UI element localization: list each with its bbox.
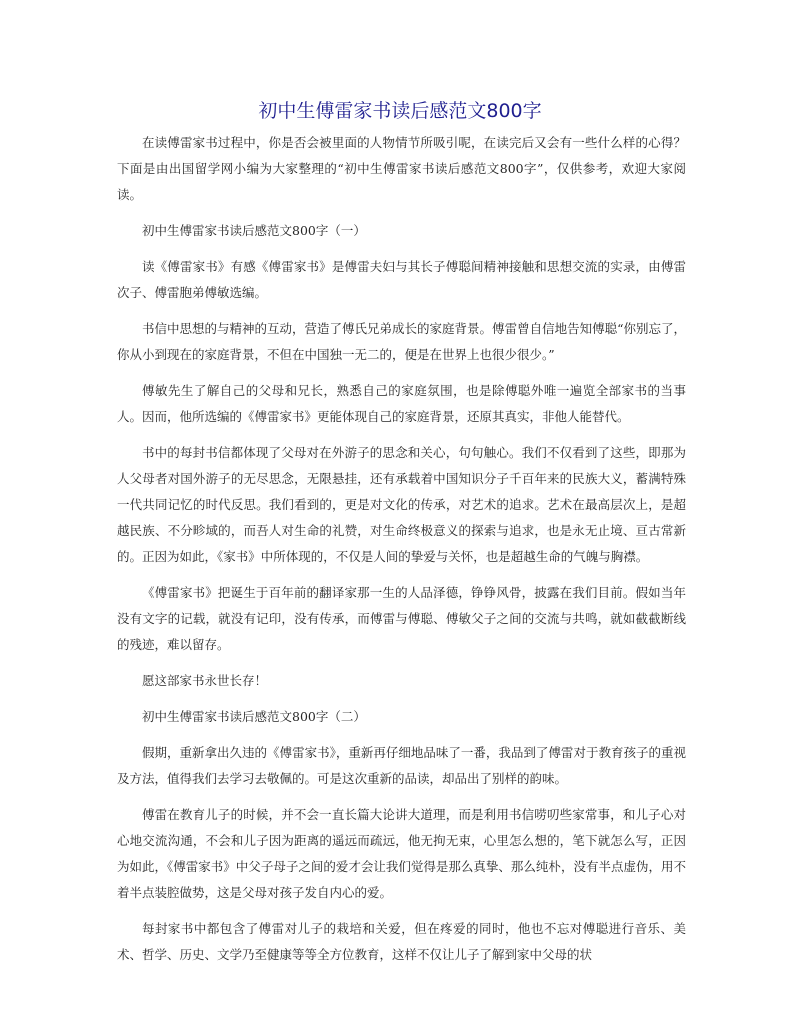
paragraph: 《傅雷家书》把诞生于百年前的翻译家那一生的人品泽德，铮铮风骨，披露在我们目前。假如当年没有文字的记载，就没有记印，没有传承，而傅雷与傅聪、傅敏父子之间的交流与共鸣，就如截截断线的残迹，难以留存。: [117, 585, 686, 652]
paragraph-closing: 愿这部家书永世长存！: [142, 673, 268, 688]
paragraph-intro: 在读傅雷家书过程中，你是否会被里面的人物情节所吸引呢，在读完后又会有一些什么样的心得？下面是由出国留学网小编为大家整理的“初中生傅雷家书读后感范文800字”，仅供参考，欢迎大家阅读。: [117, 135, 686, 202]
paragraph: 读《傅雷家书》有感《傅雷家书》是傅雷夫妇与其长子傅聪间精神接触和思想交流的实录，由傅雷次子、傅雷胞弟傅敏选编。: [117, 259, 686, 300]
paragraph: 每封家书中都包含了傅雷对儿子的栽培和关爱，但在疼爱的同时，他也不忘对傅聪进行音乐、美术、哲学、历史、文学乃至健康等等全方位教育，这样不仅让儿子了解到家中父母的状: [117, 921, 686, 962]
document-body: [117, 130, 686, 978]
section-heading-2: 初中生傅雷家书读后感范文800字（二）: [142, 709, 366, 724]
paragraph: 书中的每封书信都体现了父母对在外游子的思念和关心，句句触心。我们不仅看到了这些，即那为人父母者对国外游子的无尽思念，无限悬挂，还有承载着中国知识分子千百年来的民族大义，蓄满特殊一代共同记忆的时代反思。我们看到的，更是对文化的传承，对艺术的追求。艺术在最高层次上，是超越民族、不分畛域的，而吾人对生命的礼赞，对生命终极意义的探索与追求，也是永无止境、亘古常新的。正因为如此，《家书》中所体现的，不仅是人间的挚爱与关怀，也是超越生命的气魄与胸襟。: [117, 445, 686, 564]
document-title: 初中生傅雷家书读后感范文800字: [258, 100, 542, 122]
paragraph: 假期，重新拿出久违的《傅雷家书》，重新再仔细地品味了一番，我品到了傅雷对于教育孩子的重视及方法，值得我们去学习去敬佩的。可是这次重新的品读，却品出了别样的韵味。: [117, 745, 686, 786]
paragraph: 书信中思想的与精神的互动，营造了傅氏兄弟成长的家庭背景。傅雷曾自信地告知傅聪“你别忘了，你从小到现在的家庭背景，不但在中国独一无二的，便是在世界上也很少很少。”: [117, 321, 686, 362]
paragraph: 傅敏先生了解自己的父母和兄长，熟悉自己的家庭氛围，也是除傅聪外唯一遍览全部家书的当事人。因而，他所选编的《傅雷家书》更能体现自己的家庭背景，还原其真实，非他人能替代。: [117, 383, 686, 424]
paragraph: 傅雷在教育儿子的时候，并不会一直长篇大论讲大道理，而是利用书信唠叨些家常事，和儿子心对心地交流沟通，不会和儿子因为距离的遥远而疏远，他无拘无束，心里怎么想的，笔下就怎么写，正因为如此，《傅雷家书》中父子母子之间的爱才会让我们觉得是那么真挚、那么纯朴，没有半点虚伪，用不着半点装腔做势，这是父母对孩子发自内心的爱。: [117, 807, 686, 900]
section-heading-1: 初中生傅雷家书读后感范文800字（一）: [142, 223, 366, 238]
